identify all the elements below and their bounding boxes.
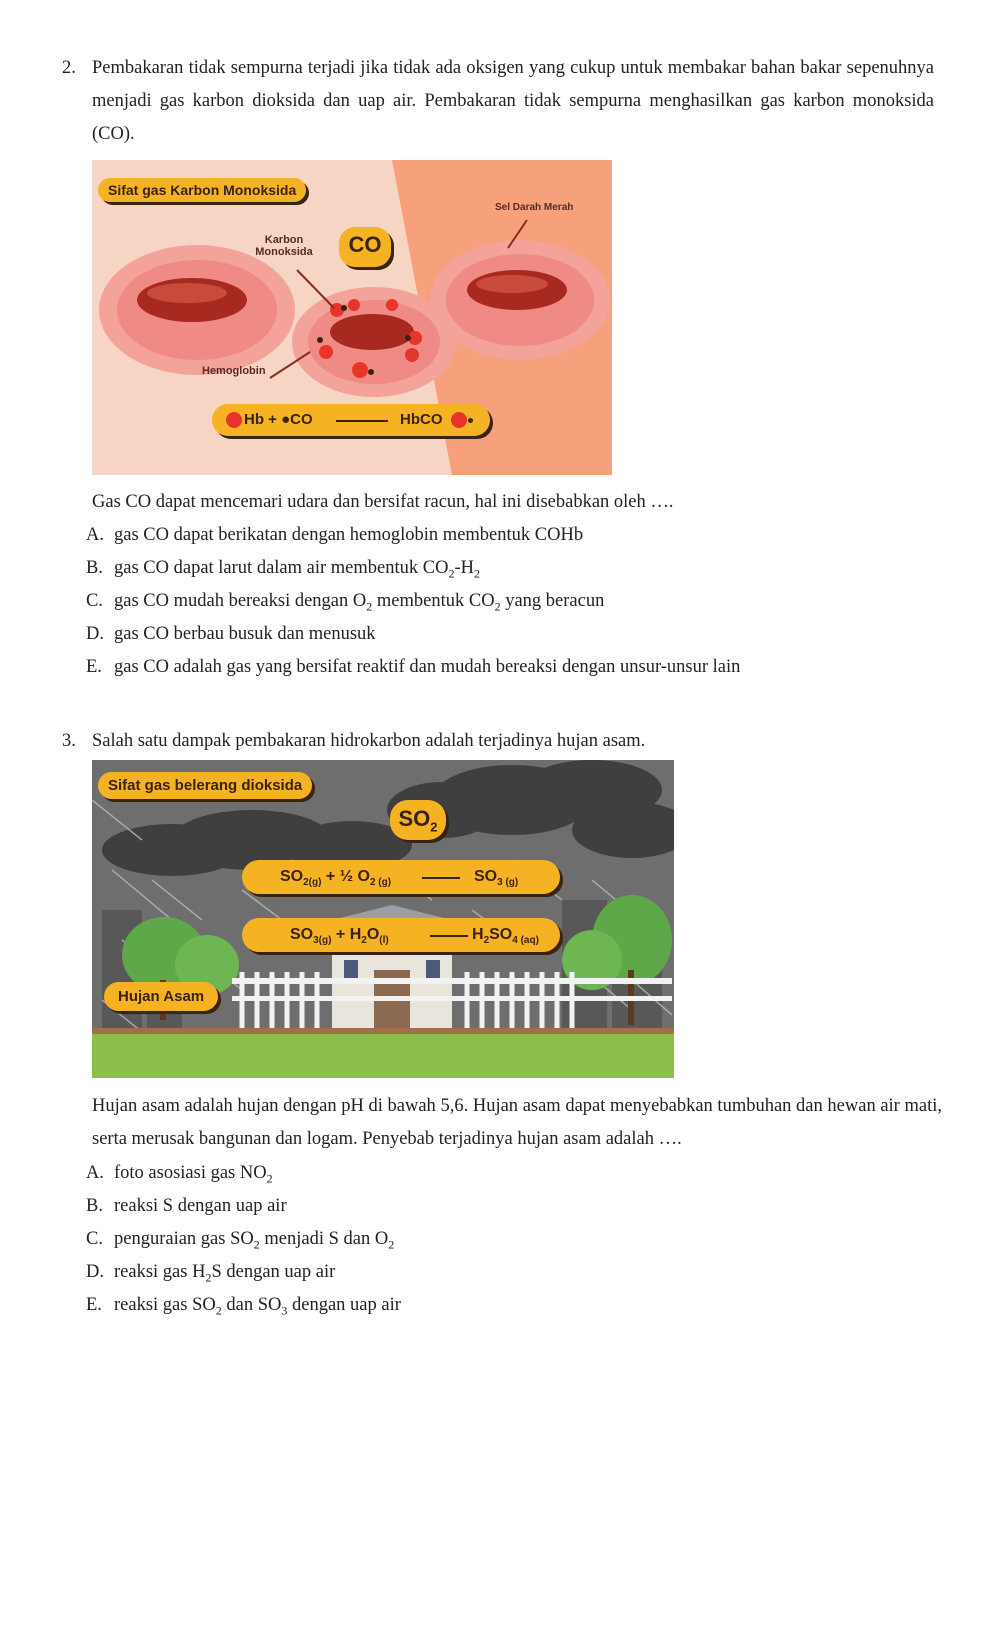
option-e[interactable]: E. reaksi gas $SO_2$ dan $SO_3$ dengan uap air (86, 1295, 401, 1318)
question-text: Pembakaran tidak sempurna terjadi jika tidak ada oksigen yang cukup untuk membakar bahan bakar sepenuhnya menjadi gas karbon dioksida dan uap air. Pembakaran tidak sempurna menghasilkan gas karbon monoksida (CO). (92, 58, 934, 144)
ground (92, 1028, 674, 1078)
co-figure (92, 160, 612, 475)
question-2-prompt: Gas CO dapat mencemari udara dan bersifat racun, hal ini disebabkan oleh …. (92, 492, 674, 512)
question-number: 2. (62, 58, 76, 78)
path (92, 1028, 674, 1034)
label-rbc: Sel Darah Merah (495, 202, 574, 213)
so2-badge-text: $SO_2$ (398, 806, 438, 835)
option-e[interactable]: E. gas CO adalah gas yang bersifat reaktif dan mudah bereaksi dengan unsur-unsur lain (86, 657, 741, 677)
so2-equation-2: $SO_{3(g)} + H_2O_{(l)}$ $H_2SO_{4 (aq)}$ (242, 918, 560, 952)
question-2-options (86, 519, 740, 684)
question-text: Salah satu dampak pembakaran hidrokarbon adalah terjadinya hujan asam. (92, 731, 646, 751)
option-c[interactable]: C. penguraian gas $SO_2$ menjadi S dan $O_2$ (86, 1229, 395, 1252)
option-b[interactable]: B. reaksi S dengan uap air (86, 1196, 287, 1216)
rbc-middle (292, 287, 456, 397)
option-a[interactable]: A. foto asosiasi gas $NO_2$ (86, 1163, 273, 1186)
question-number: 3. (62, 731, 76, 751)
co-figure-title: Sifat gas Karbon Monoksida (98, 178, 306, 202)
co-equation: Hb + ●CO HbCO (212, 404, 490, 436)
question-3 (62, 725, 934, 758)
label-carbon-monoxide: Karbon Monoksida (255, 234, 313, 258)
so2-equation-1: $SO_{2(g)}$ + ½ $O_{2 (g)}$ $SO_{3 (g)}$ (242, 860, 560, 894)
question-3-options (86, 1157, 401, 1322)
acid-rain-label: Hujan Asam (104, 982, 218, 1011)
rbc-left (99, 245, 295, 375)
option-b[interactable]: B. gas CO dapat larut dalam air membentuk $CO_2-H_2$ (86, 558, 480, 581)
option-c[interactable]: C. gas CO mudah bereaksi dengan $O_2$ membentuk $CO_2$ yang beracun (86, 591, 605, 614)
so2-figure (92, 760, 674, 1078)
question-2 (62, 52, 934, 151)
label-hemoglobin: Hemoglobin (202, 365, 266, 377)
co-badge-text: CO (348, 232, 382, 257)
option-d[interactable]: D. gas CO berbau busuk dan menusuk (86, 624, 376, 644)
rbc-right (430, 240, 610, 360)
option-a[interactable]: A. gas CO dapat berikatan dengan hemoglobin membentuk COHb (86, 525, 584, 545)
question-3-prompt: Hujan asam adalah hujan dengan pH di bawah 5,6. Hujan asam dapat menyebabkan tumbuhan dan hewan air mati, serta merusak bangunan dan logam. Penyebab terjadinya hujan asam adalah …. (92, 1096, 942, 1149)
option-d[interactable]: D. reaksi gas $H_2S$ dengan uap air (86, 1262, 336, 1285)
so2-figure-title: Sifat gas belerang dioksida (98, 772, 312, 799)
